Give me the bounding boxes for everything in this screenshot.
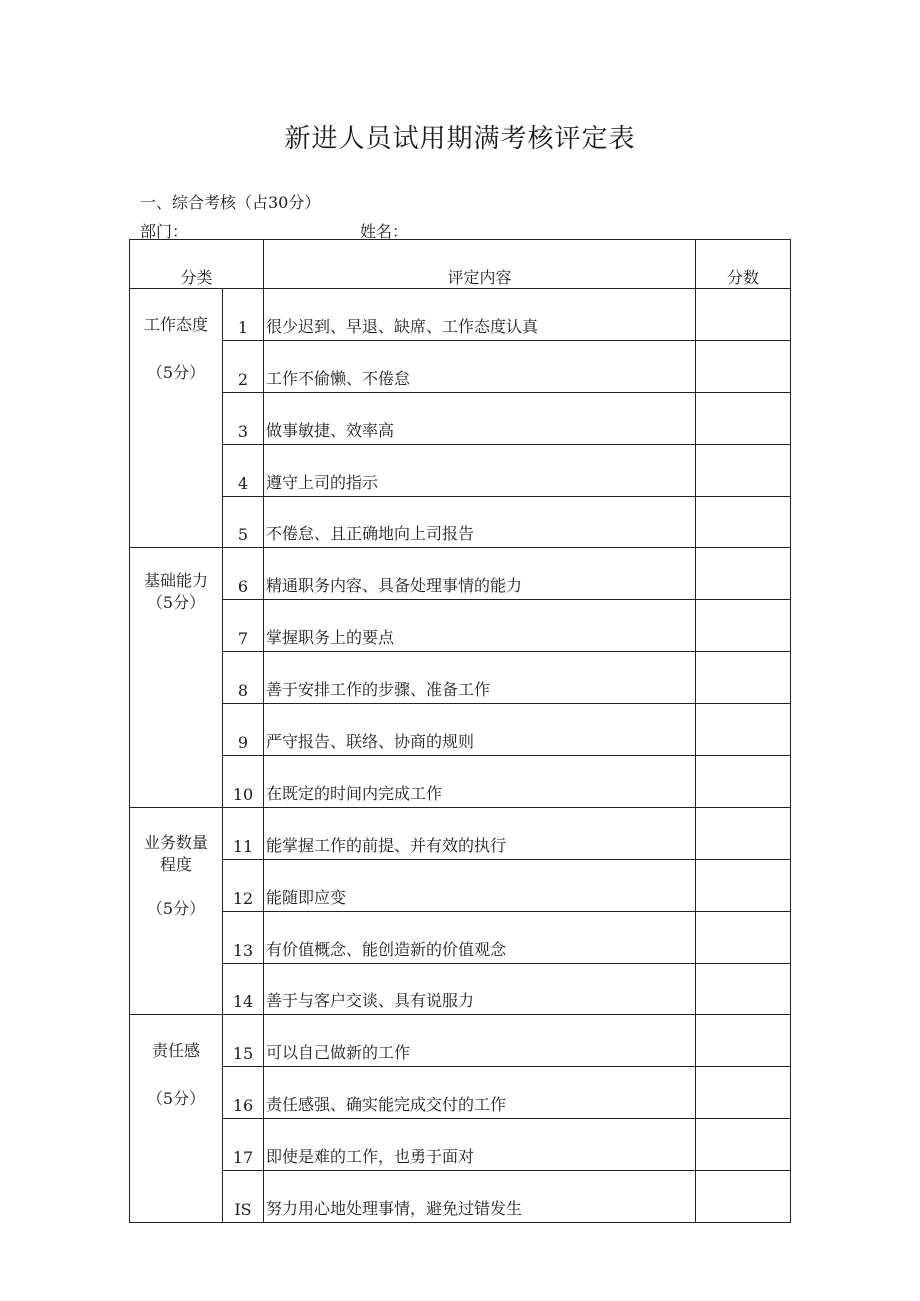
item-content: 有价值概念、能创造新的价值观念 bbox=[264, 911, 696, 963]
category-label-line1: 业务数量 bbox=[143, 832, 208, 852]
item-number: 2 bbox=[223, 340, 264, 392]
score-cell[interactable] bbox=[696, 704, 791, 756]
evaluation-table bbox=[129, 239, 791, 1223]
item-content: 善于安排工作的步骤、准备工作 bbox=[264, 652, 696, 704]
category-responsibility bbox=[130, 1015, 223, 1223]
table-row bbox=[130, 859, 791, 911]
category-score: （5分） bbox=[146, 363, 206, 382]
page-title: 新进人员试用期满考核评定表 bbox=[284, 124, 636, 154]
item-number: IS bbox=[223, 1171, 264, 1223]
item-content: 责任感强、确实能完成交付的工作 bbox=[264, 1067, 696, 1119]
category-basic-ability bbox=[130, 548, 223, 807]
name-label: 姓名： bbox=[360, 222, 409, 241]
item-number: 14 bbox=[223, 963, 264, 1015]
score-cell[interactable] bbox=[696, 340, 791, 392]
table-row bbox=[130, 704, 791, 756]
score-cell[interactable] bbox=[696, 289, 791, 341]
item-content: 严守报告、联络、协商的规则 bbox=[264, 704, 696, 756]
table-row bbox=[130, 911, 791, 963]
table-row bbox=[130, 1171, 791, 1223]
category-label: 工作态度 bbox=[143, 315, 208, 334]
item-content: 很少迟到、早退、缺席、工作态度认真 bbox=[264, 289, 696, 341]
item-number: 12 bbox=[223, 859, 264, 911]
score-cell[interactable] bbox=[696, 807, 791, 859]
category-work-attitude bbox=[130, 289, 223, 548]
table-row bbox=[130, 548, 791, 600]
table-row bbox=[130, 756, 791, 808]
item-number: 15 bbox=[223, 1015, 264, 1067]
category-label-line2: 程度 bbox=[159, 854, 192, 874]
item-content: 善于与客户交谈、具有说服力 bbox=[264, 963, 696, 1015]
header-category: 分类 bbox=[130, 240, 264, 289]
item-number: 13 bbox=[223, 911, 264, 963]
category-label: 责任感 bbox=[151, 1041, 200, 1061]
score-cell[interactable] bbox=[696, 496, 791, 548]
table-row bbox=[130, 340, 791, 392]
table-row bbox=[130, 1067, 791, 1119]
table-row bbox=[130, 652, 791, 704]
header-row bbox=[130, 240, 791, 289]
table-row bbox=[130, 444, 791, 496]
section-heading: 一、综合考核（占30分） bbox=[140, 193, 321, 212]
item-number: 10 bbox=[223, 756, 264, 808]
item-content: 能掌握工作的前提、并有效的执行 bbox=[264, 807, 696, 859]
table-row bbox=[130, 807, 791, 859]
table-row bbox=[130, 496, 791, 548]
score-cell[interactable] bbox=[696, 963, 791, 1015]
score-cell[interactable] bbox=[696, 1119, 791, 1171]
score-cell[interactable] bbox=[696, 600, 791, 652]
table-row bbox=[130, 1015, 791, 1067]
item-number: 3 bbox=[223, 392, 264, 444]
item-content: 即使是难的工作，也勇于面对 bbox=[264, 1119, 696, 1171]
header-score: 分数 bbox=[696, 240, 791, 289]
department-label: 部门： bbox=[140, 222, 189, 241]
item-number: 6 bbox=[223, 548, 264, 600]
table-row bbox=[130, 392, 791, 444]
header-content: 评定内容 bbox=[264, 240, 696, 289]
item-content: 努力用心地处理事情，避免过错发生 bbox=[264, 1171, 696, 1223]
item-content: 能随即应变 bbox=[264, 859, 696, 911]
item-content: 做事敏捷、效率高 bbox=[264, 392, 696, 444]
item-content: 掌握职务上的要点 bbox=[264, 600, 696, 652]
category-score: （5分） bbox=[146, 898, 206, 918]
table-row bbox=[130, 963, 791, 1015]
score-cell[interactable] bbox=[696, 756, 791, 808]
score-cell[interactable] bbox=[696, 859, 791, 911]
score-cell[interactable] bbox=[696, 444, 791, 496]
score-cell[interactable] bbox=[696, 548, 791, 600]
item-content: 可以自己做新的工作 bbox=[264, 1015, 696, 1067]
item-number: 17 bbox=[223, 1119, 264, 1171]
item-content: 不倦怠、且正确地向上司报告 bbox=[264, 496, 696, 548]
score-cell[interactable] bbox=[696, 1171, 791, 1223]
item-content: 精通职务内容、具备处理事情的能力 bbox=[264, 548, 696, 600]
item-number: 1 bbox=[223, 289, 264, 341]
table-row bbox=[130, 1119, 791, 1171]
category-label: 基础能力 bbox=[143, 571, 208, 591]
score-cell[interactable] bbox=[696, 392, 791, 444]
score-cell[interactable] bbox=[696, 1015, 791, 1067]
score-cell[interactable] bbox=[696, 1067, 791, 1119]
item-content: 工作不偷懒、不倦怠 bbox=[264, 340, 696, 392]
item-number: 4 bbox=[223, 444, 264, 496]
score-cell[interactable] bbox=[696, 911, 791, 963]
category-score: （5分） bbox=[146, 1089, 206, 1109]
item-number: 5 bbox=[223, 496, 264, 548]
category-score: （5分） bbox=[146, 593, 206, 613]
item-number: 9 bbox=[223, 704, 264, 756]
table-row bbox=[130, 600, 791, 652]
table-row bbox=[130, 289, 791, 341]
item-content: 遵守上司的指示 bbox=[264, 444, 696, 496]
item-number: 11 bbox=[223, 807, 264, 859]
item-number: 16 bbox=[223, 1067, 264, 1119]
item-number: 7 bbox=[223, 600, 264, 652]
item-number: 8 bbox=[223, 652, 264, 704]
score-cell[interactable] bbox=[696, 652, 791, 704]
category-business-volume bbox=[130, 807, 223, 1015]
item-content: 在既定的时间内完成工作 bbox=[264, 756, 696, 808]
